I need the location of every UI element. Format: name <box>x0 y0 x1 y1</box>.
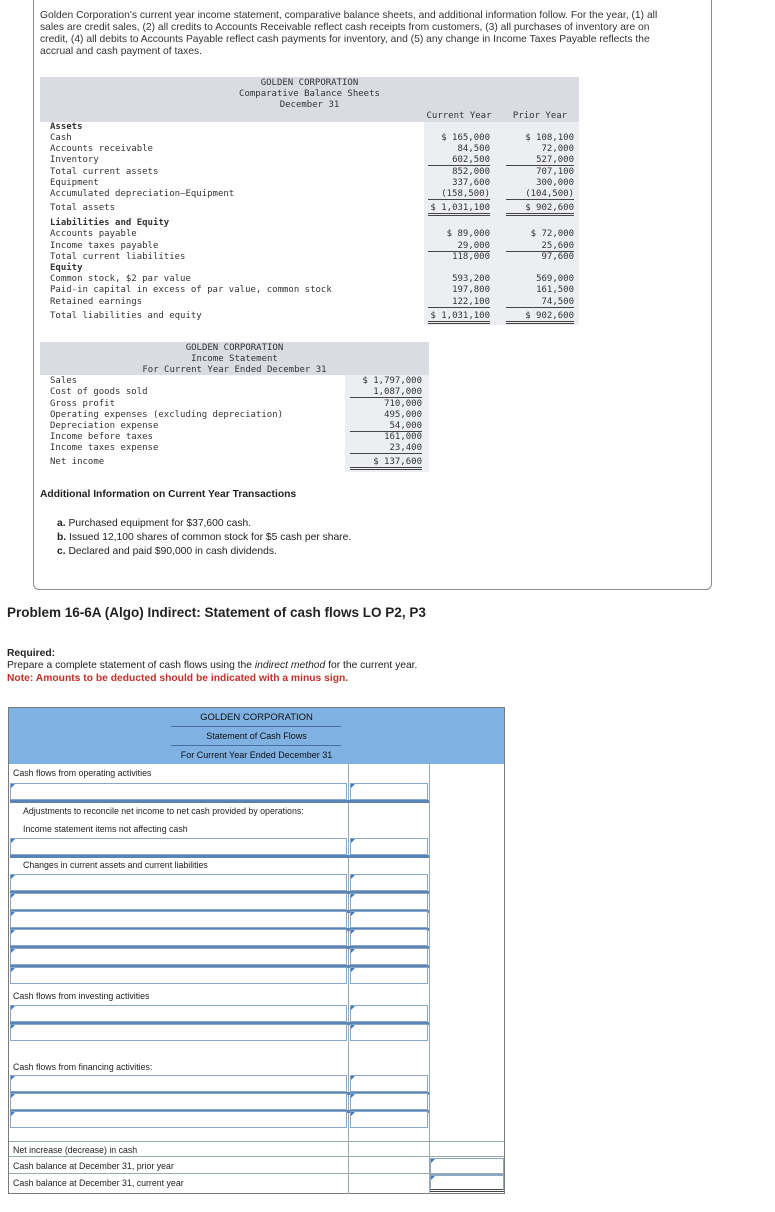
col-current-year: Current Year <box>426 111 492 121</box>
financing-row-2-amount-input[interactable] <box>350 1093 428 1110</box>
cash-balance-current-label: Cash balance at December 31, current year <box>13 1178 184 1188</box>
income-statement-row-label: Income taxes expense <box>50 443 159 453</box>
balance-sheet-current-value: 122,100 <box>428 297 490 308</box>
balance-sheet-current-value: 197,800 <box>452 285 490 295</box>
balance-sheet-row-label: Paid-in capital in excess of par value, common stock <box>50 285 332 295</box>
investing-section-label: Cash flows from investing activities <box>13 991 150 1001</box>
income-statement-value: 161,000 <box>384 432 422 442</box>
balance-sheet-current-value: $ 165,000 <box>441 133 490 143</box>
balance-sheet-row-label: Total assets <box>50 203 116 213</box>
noncash-row-1-amount-input[interactable] <box>350 838 428 855</box>
column-divider <box>429 764 430 1194</box>
balance-sheet-current-value: $ 1,031,100 <box>428 203 490 216</box>
additional-item-c: c. Declared and paid $90,000 in cash dividends. <box>57 546 277 557</box>
balance-sheet-current-value: 29,000 <box>428 241 490 252</box>
required-text: Prepare a complete statement of cash flows using the indirect method for the current year. <box>7 660 418 671</box>
working-capital-row-3-label-input[interactable] <box>10 911 347 928</box>
balance-sheet-prior-value: 707,100 <box>536 167 574 177</box>
balance-sheet-prior-value: 569,000 <box>536 274 574 284</box>
working-capital-row-2-amount-input[interactable] <box>350 893 428 910</box>
financing-section-label: Cash flows from financing activities: <box>13 1062 153 1072</box>
problem-title: Problem 16-6A (Algo) Indirect: Statement of cash flows LO P2, P3 <box>7 605 426 620</box>
balance-sheet-current-value: $ 89,000 <box>446 229 490 239</box>
cash-flow-subtitle: Statement of Cash Flows <box>206 731 307 741</box>
income-statement-subtitle: Income Statement <box>191 354 278 364</box>
working-capital-row-5-label-input[interactable] <box>10 948 347 965</box>
balance-sheet-prior-value: 300,000 <box>536 178 574 188</box>
additional-item-b: b. Issued 12,100 shares of common stock for $5 cash per share. <box>57 532 352 543</box>
balance-sheet-row-label: Equity <box>50 263 83 273</box>
row-separator <box>10 855 429 858</box>
column-divider <box>348 764 349 1194</box>
operating-section-label: Cash flows from operating activities <box>13 768 152 778</box>
income-statement-value: $ 137,600 <box>350 457 422 470</box>
balance-sheet-row-label: Inventory <box>50 155 99 165</box>
cash-flow-title: GOLDEN CORPORATION <box>200 712 313 723</box>
balance-sheet-title: GOLDEN CORPORATION <box>260 78 359 88</box>
balance-sheet-current-value: 118,000 <box>452 252 490 262</box>
financing-row-1-amount-input[interactable] <box>350 1075 428 1092</box>
balance-sheet-current-value: 337,600 <box>452 178 490 188</box>
balance-sheet-current-value: 602,500 <box>428 155 490 166</box>
balance-sheet-row-label: Total liabilities and equity <box>50 311 202 321</box>
income-statement-row-label: Net income <box>50 457 105 467</box>
income-statement-value: 495,000 <box>384 410 422 420</box>
balance-sheet-row-label: Accounts payable <box>50 229 137 239</box>
balance-sheet-current-value: 593,200 <box>452 274 490 284</box>
working-capital-row-3-amount-input[interactable] <box>350 911 428 928</box>
adjustments-label: Adjustments to reconcile net income to net cash provided by operations: <box>23 806 304 816</box>
income-statement-row-label: Income before taxes <box>50 432 153 442</box>
balance-sheet-prior-value: $ 902,600 <box>506 203 574 216</box>
investing-total-row-label-input[interactable] <box>10 1024 347 1041</box>
balance-sheet-table <box>40 77 579 325</box>
balance-sheet-date: December 31 <box>279 100 340 110</box>
header-divider <box>171 726 341 727</box>
financing-row-2-label-input[interactable] <box>10 1093 347 1110</box>
balance-sheet-row-label: Accumulated depreciation—Equipment <box>50 189 235 199</box>
investing-row-1-label-input[interactable] <box>10 1005 347 1022</box>
income-statement-row-label: Cost of goods sold <box>50 387 148 397</box>
working-capital-row-4-amount-input[interactable] <box>350 929 428 946</box>
investing-total-row-amount-input[interactable] <box>350 1024 428 1041</box>
balance-sheet-current-value: (158,500) <box>428 189 490 200</box>
col-prior-year: Prior Year <box>512 111 568 121</box>
additional-item-a: a. Purchased equipment for $37,600 cash. <box>57 518 252 529</box>
noncash-items-label: Income statement items not affecting cash <box>23 824 188 834</box>
income-statement-value: 54,000 <box>350 421 422 432</box>
income-statement-row-label: Operating expenses (excluding depreciation) <box>50 410 283 420</box>
required-label: Required: <box>7 648 56 659</box>
additional-info-title: Additional Information on Current Year Transactions <box>40 489 297 500</box>
balance-sheet-row-label: Accounts receivable <box>50 144 153 154</box>
balance-sheet-row-label: Liabilities and Equity <box>50 218 170 228</box>
balance-sheet-current-value: $ 1,031,100 <box>428 311 490 324</box>
operating-total-row-label-input[interactable] <box>10 967 347 984</box>
working-capital-row-2-label-input[interactable] <box>10 893 347 910</box>
balance-sheet-prior-value: 74,500 <box>506 297 574 308</box>
balance-sheet-prior-value: 72,000 <box>541 144 574 154</box>
income-statement-value: $ 1,797,000 <box>362 376 422 386</box>
balance-sheet-prior-value: $ 108,100 <box>525 133 574 143</box>
cash-balance-current-input[interactable] <box>430 1175 504 1192</box>
working-capital-row-1-label-input[interactable] <box>10 874 347 891</box>
income-statement-row-label: Depreciation expense <box>50 421 159 431</box>
net-change-label: Net increase (decrease) in cash <box>13 1145 138 1155</box>
intro-text: Golden Corporation's current year income statement, comparative balance sheets, and additional information follow. For the year, (1) all sales are credit sales, (2) all credits to Accounts Receivable reflect cash receipts from customers, (3) all purchases of inventory are on credit, (4) all debits to Accounts Payable reflect cash payments for inventory, and (5) any change in Income Taxes Payable reflects the accrual and cash payment of taxes. <box>40 10 658 57</box>
balance-sheet-row-label: Total current liabilities <box>50 252 186 262</box>
row-divider <box>9 1141 504 1142</box>
net-income-row-label-input[interactable] <box>10 783 347 800</box>
balance-sheet-row-label: Income taxes payable <box>50 241 159 251</box>
balance-sheet-row-label: Cash <box>50 133 72 143</box>
income-statement-row-label: Sales <box>50 376 78 386</box>
financing-total-row-label-input[interactable] <box>10 1111 347 1128</box>
balance-sheet-prior-value: $ 902,600 <box>506 311 574 324</box>
balance-sheet-row-label: Assets <box>50 122 83 132</box>
balance-sheet-current-value: 84,500 <box>457 144 490 154</box>
balance-sheet-row-label: Total current assets <box>50 167 159 177</box>
changes-label: Changes in current assets and current liabilities <box>23 860 208 870</box>
income-statement-value: 710,000 <box>384 399 422 409</box>
row-divider <box>9 1173 504 1174</box>
income-statement-table <box>40 342 429 472</box>
balance-sheet-subtitle: Comparative Balance Sheets <box>239 89 380 99</box>
working-capital-row-4-label-input[interactable] <box>10 929 347 946</box>
balance-sheet-prior-value: 25,600 <box>506 241 574 252</box>
investing-row-1-amount-input[interactable] <box>350 1005 428 1022</box>
cash-flow-period: For Current Year Ended December 31 <box>180 750 333 760</box>
noncash-row-1-label-input[interactable] <box>10 838 347 855</box>
financing-row-1-label-input[interactable] <box>10 1075 347 1092</box>
income-statement-row-label: Gross profit <box>50 399 116 409</box>
balance-sheet-prior-value: 161,500 <box>536 285 574 295</box>
header-divider <box>171 745 341 746</box>
row-divider <box>9 1156 504 1157</box>
income-statement-title: GOLDEN CORPORATION <box>185 343 284 353</box>
working-capital-row-5-amount-input[interactable] <box>350 948 428 965</box>
balance-sheet-row-label: Common stock, $2 par value <box>50 274 191 284</box>
financing-total-row-amount-input[interactable] <box>350 1111 428 1128</box>
income-statement-period: For Current Year Ended December 31 <box>142 365 327 375</box>
balance-sheet-row-label: Retained earnings <box>50 297 143 307</box>
net-income-row-amount-input[interactable] <box>350 783 428 800</box>
balance-sheet-prior-value: $ 72,000 <box>530 229 574 239</box>
required-note: Note: Amounts to be deducted should be indicated with a minus sign. <box>7 673 349 684</box>
balance-sheet-prior-value: 527,000 <box>506 155 574 166</box>
operating-total-row-amount-input[interactable] <box>350 967 428 984</box>
balance-sheet-prior-value: 97,600 <box>541 252 574 262</box>
row-separator <box>10 800 429 803</box>
balance-sheet-prior-value: (104,500) <box>506 189 574 200</box>
working-capital-row-1-amount-input[interactable] <box>350 874 428 891</box>
balance-sheet-current-value: 852,000 <box>452 167 490 177</box>
income-statement-value: 1,087,000 <box>350 387 422 398</box>
balance-sheet-row-label: Equipment <box>50 178 99 188</box>
cash-balance-prior-label: Cash balance at December 31, prior year <box>13 1161 174 1171</box>
income-statement-value: 23,400 <box>350 443 422 454</box>
cash-flow-worksheet <box>8 707 505 1194</box>
